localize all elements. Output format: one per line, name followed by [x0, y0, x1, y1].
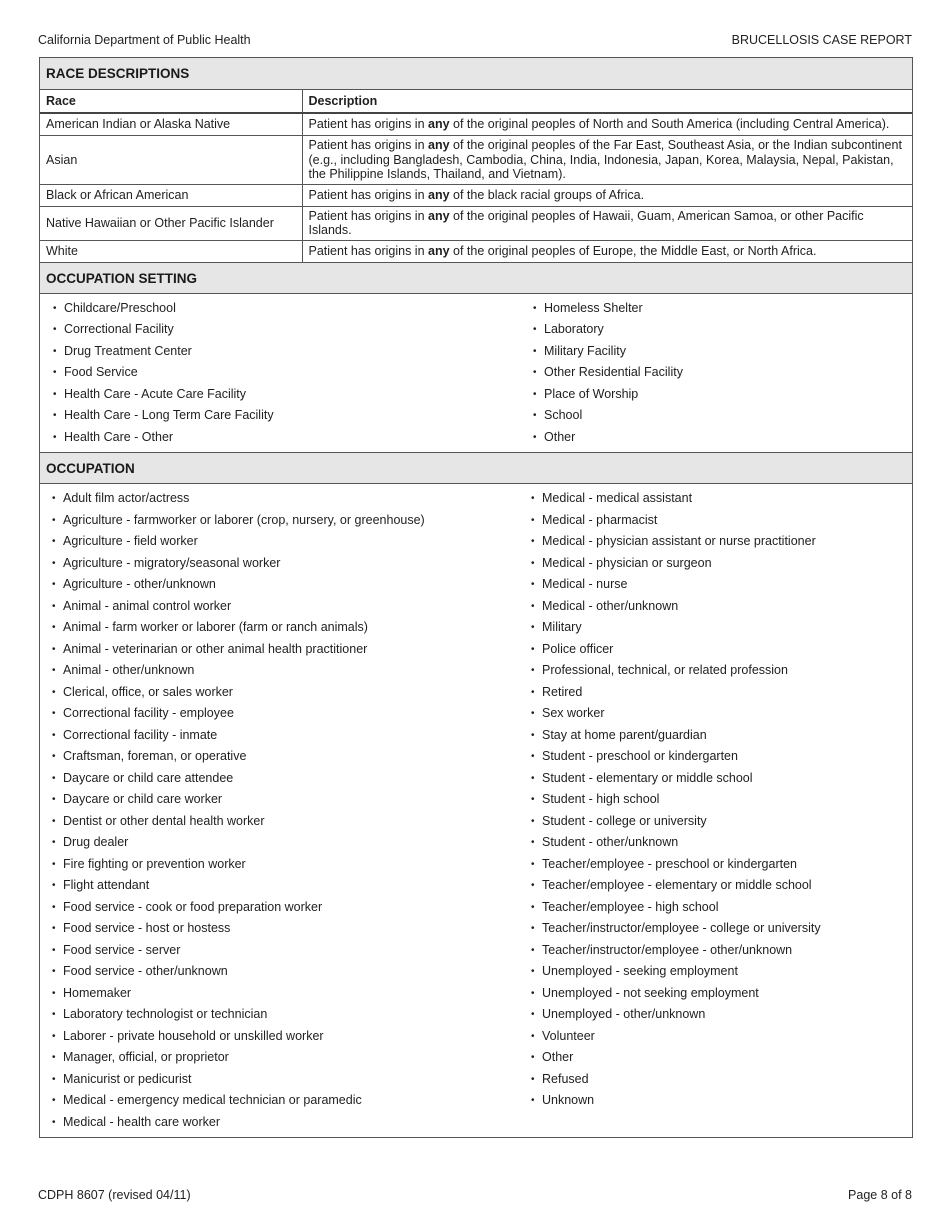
occupation-item: • Daycare or child care attendee [40, 768, 519, 790]
occupation-item: • Clerical, office, or sales worker [40, 682, 519, 704]
form-id: CDPH 8607 (revised 04/11) [38, 1188, 191, 1202]
page-number: Page 8 of 8 [848, 1188, 912, 1202]
occupation-item: • Other [519, 1047, 912, 1069]
description-text-start: Patient has origins in [308, 117, 429, 132]
description-text-start: Patient has origins in [308, 243, 429, 258]
race-name: White [46, 243, 78, 258]
occupation-item: • Agriculture - field worker [40, 531, 519, 553]
race-name: American Indian or Alaska Native [40, 113, 302, 136]
description-text-end: of the original peoples of Europe, the Middle East, or North Africa. [449, 243, 817, 258]
description-emphasis: any [428, 208, 450, 223]
occupation-setting-item: • Food Service [40, 362, 520, 384]
race-description [302, 184, 912, 206]
occupation-item: • Professional, technical, or related profession [519, 660, 912, 682]
occupation-item: • Animal - farm worker or laborer (farm or ranch animals) [40, 617, 519, 639]
occupation-item: • Unemployed - not seeking employment [519, 983, 912, 1005]
occupation-item: • Unknown [519, 1090, 912, 1112]
occupation-title: OCCUPATION [40, 452, 912, 484]
occupation-item: • Animal - veterinarian or other animal health practitioner [40, 639, 519, 661]
race-name: Asian [40, 136, 302, 185]
occupation-item: • Unemployed - other/unknown [519, 1004, 912, 1026]
description-text-start: Patient has origins in [308, 138, 429, 152]
occupation-setting-title: OCCUPATION SETTING [40, 262, 912, 294]
race-name: Black or African American [40, 184, 302, 206]
occupation-item: • Teacher/instructor/employee - college or university [519, 918, 912, 940]
race-name: Native Hawaiian or Other Pacific Islander [40, 206, 302, 240]
occupation-item: • Medical - physician assistant or nurse practitioner [519, 531, 912, 553]
occupation-item: • Flight attendant [40, 875, 519, 897]
occupation-list [40, 484, 912, 1137]
occupation-setting-item: • Homeless Shelter [520, 298, 912, 320]
occupation-setting-item: • Childcare/Preschool [40, 298, 520, 320]
occupation-item: • Food service - host or hostess [40, 918, 519, 940]
occupation-item: • Sex worker [519, 703, 912, 725]
occupation-item: • Laboratory technologist or technician [40, 1004, 519, 1026]
race-column-header: Race [40, 90, 302, 113]
occupation-setting-item: • Military Facility [520, 341, 912, 363]
occupation-item: • Daycare or child care worker [40, 789, 519, 811]
occupation-item: • Teacher/employee - preschool or kindergarten [519, 854, 912, 876]
occupation-item: • Craftsman, foreman, or operative [40, 746, 519, 768]
occupation-setting-item: • Laboratory [520, 319, 912, 341]
description-emphasis: any [428, 187, 450, 202]
occupation-item: • Medical - other/unknown [519, 596, 912, 618]
occupation-item: • Homemaker [40, 983, 519, 1005]
occupation-item: • Food service - server [40, 940, 519, 962]
occupation-item: • Student - college or university [519, 811, 912, 833]
occupation-setting-item: • Drug Treatment Center [40, 341, 520, 363]
occupation-item: • Teacher/employee - high school [519, 897, 912, 919]
race-table-header [40, 90, 912, 113]
occupation-item: • Adult film actor/actress [40, 488, 519, 510]
occupation-left-column [40, 488, 519, 1133]
race-row [40, 113, 912, 136]
occupation-item: • Unemployed - seeking employment [519, 961, 912, 983]
occupation-setting-item: • Correctional Facility [40, 319, 520, 341]
occupation-item: • Manicurist or pedicurist [40, 1069, 519, 1091]
occupation-item: • Animal - other/unknown [40, 660, 519, 682]
occupation-item: • Stay at home parent/guardian [519, 725, 912, 747]
occupation-setting-right-column [520, 298, 912, 449]
report-title: BRUCELLOSIS CASE REPORT [731, 33, 912, 47]
occupation-setting-list [40, 294, 912, 453]
occupation-setting-item: • Other [520, 427, 912, 449]
race-description [302, 113, 912, 136]
occupation-item: • Food service - cook or food preparation worker [40, 897, 519, 919]
occupation-setting-item: • Health Care - Acute Care Facility [40, 384, 520, 406]
occupation-item: • Agriculture - farmworker or laborer (crop, nursery, or greenhouse) [40, 510, 519, 532]
race-table-body [40, 113, 912, 262]
occupation-setting-item: • Place of Worship [520, 384, 912, 406]
occupation-item: • Food service - other/unknown [40, 961, 519, 983]
occupation-item: • Medical - medical assistant [519, 488, 912, 510]
race-description [302, 240, 912, 262]
occupation-item: • Medical - physician or surgeon [519, 553, 912, 575]
description-column-header: Description [302, 90, 912, 113]
race-row [40, 206, 912, 240]
occupation-item: • Drug dealer [40, 832, 519, 854]
race-row [40, 240, 912, 262]
description-text-end: of the original peoples of North and South America (including Central America). [449, 117, 890, 132]
occupation-setting-item: • Health Care - Long Term Care Facility [40, 405, 520, 427]
occupation-item: • Volunteer [519, 1026, 912, 1048]
occupation-item: • Student - elementary or middle school [519, 768, 912, 790]
occupation-item: • Agriculture - migratory/seasonal worker [40, 553, 519, 575]
occupation-item: • Fire fighting or prevention worker [40, 854, 519, 876]
race-description [302, 136, 912, 185]
occupation-item: • Medical - pharmacist [519, 510, 912, 532]
occupation-item: • Correctional facility - inmate [40, 725, 519, 747]
occupation-setting-item: • School [520, 405, 912, 427]
description-text-end: of the original peoples of the Far East, Southeast Asia, or the Indian subcontinent (e.g., including Bangladesh, Cambodia, China, India, Indonesia, Japan, Korea, Malaysia, Nepal, Pakistan, the Philippine Islands, Thailand, and Vietnam). [308, 138, 902, 181]
race-section-title: RACE DESCRIPTIONS [40, 58, 912, 90]
occupation-item: • Student - other/unknown [519, 832, 912, 854]
description-text-end: of the black racial groups of Africa. [449, 187, 645, 202]
occupation-item: • Manager, official, or proprietor [40, 1047, 519, 1069]
occupation-item: • Retired [519, 682, 912, 704]
occupation-setting-item: • Other Residential Facility [520, 362, 912, 384]
description-emphasis: any [428, 117, 450, 132]
occupation-setting-item: • Health Care - Other [40, 427, 520, 449]
description-emphasis: any [428, 243, 450, 258]
description-text-start: Patient has origins in [308, 187, 429, 202]
race-table [40, 90, 912, 262]
occupation-setting-left-column [40, 298, 520, 449]
description-emphasis: any [428, 138, 450, 152]
occupation-item: • Military [519, 617, 912, 639]
occupation-item: • Refused [519, 1069, 912, 1091]
occupation-item: • Teacher/instructor/employee - other/unknown [519, 940, 912, 962]
occupation-item: • Medical - health care worker [40, 1112, 519, 1134]
description-text-end: of the original peoples of Hawaii, Guam, American Samoa, or other Pacific Islands. [308, 208, 864, 237]
occupation-item: • Police officer [519, 639, 912, 661]
form-sheet [39, 57, 913, 1138]
occupation-item: • Correctional facility - employee [40, 703, 519, 725]
occupation-item: • Teacher/employee - elementary or middle school [519, 875, 912, 897]
occupation-item: • Student - high school [519, 789, 912, 811]
occupation-right-column [519, 488, 912, 1133]
description-text-start: Patient has origins in [308, 208, 429, 223]
race-description [302, 206, 912, 240]
occupation-item: • Medical - emergency medical technician or paramedic [40, 1090, 519, 1112]
occupation-item: • Laborer - private household or unskilled worker [40, 1026, 519, 1048]
occupation-item: • Medical - nurse [519, 574, 912, 596]
race-row [40, 184, 912, 206]
race-row [40, 136, 912, 185]
occupation-item: • Dentist or other dental health worker [40, 811, 519, 833]
occupation-item: • Animal - animal control worker [40, 596, 519, 618]
agency-name: California Department of Public Health [38, 33, 251, 47]
occupation-item: • Agriculture - other/unknown [40, 574, 519, 596]
occupation-item: • Student - preschool or kindergarten [519, 746, 912, 768]
